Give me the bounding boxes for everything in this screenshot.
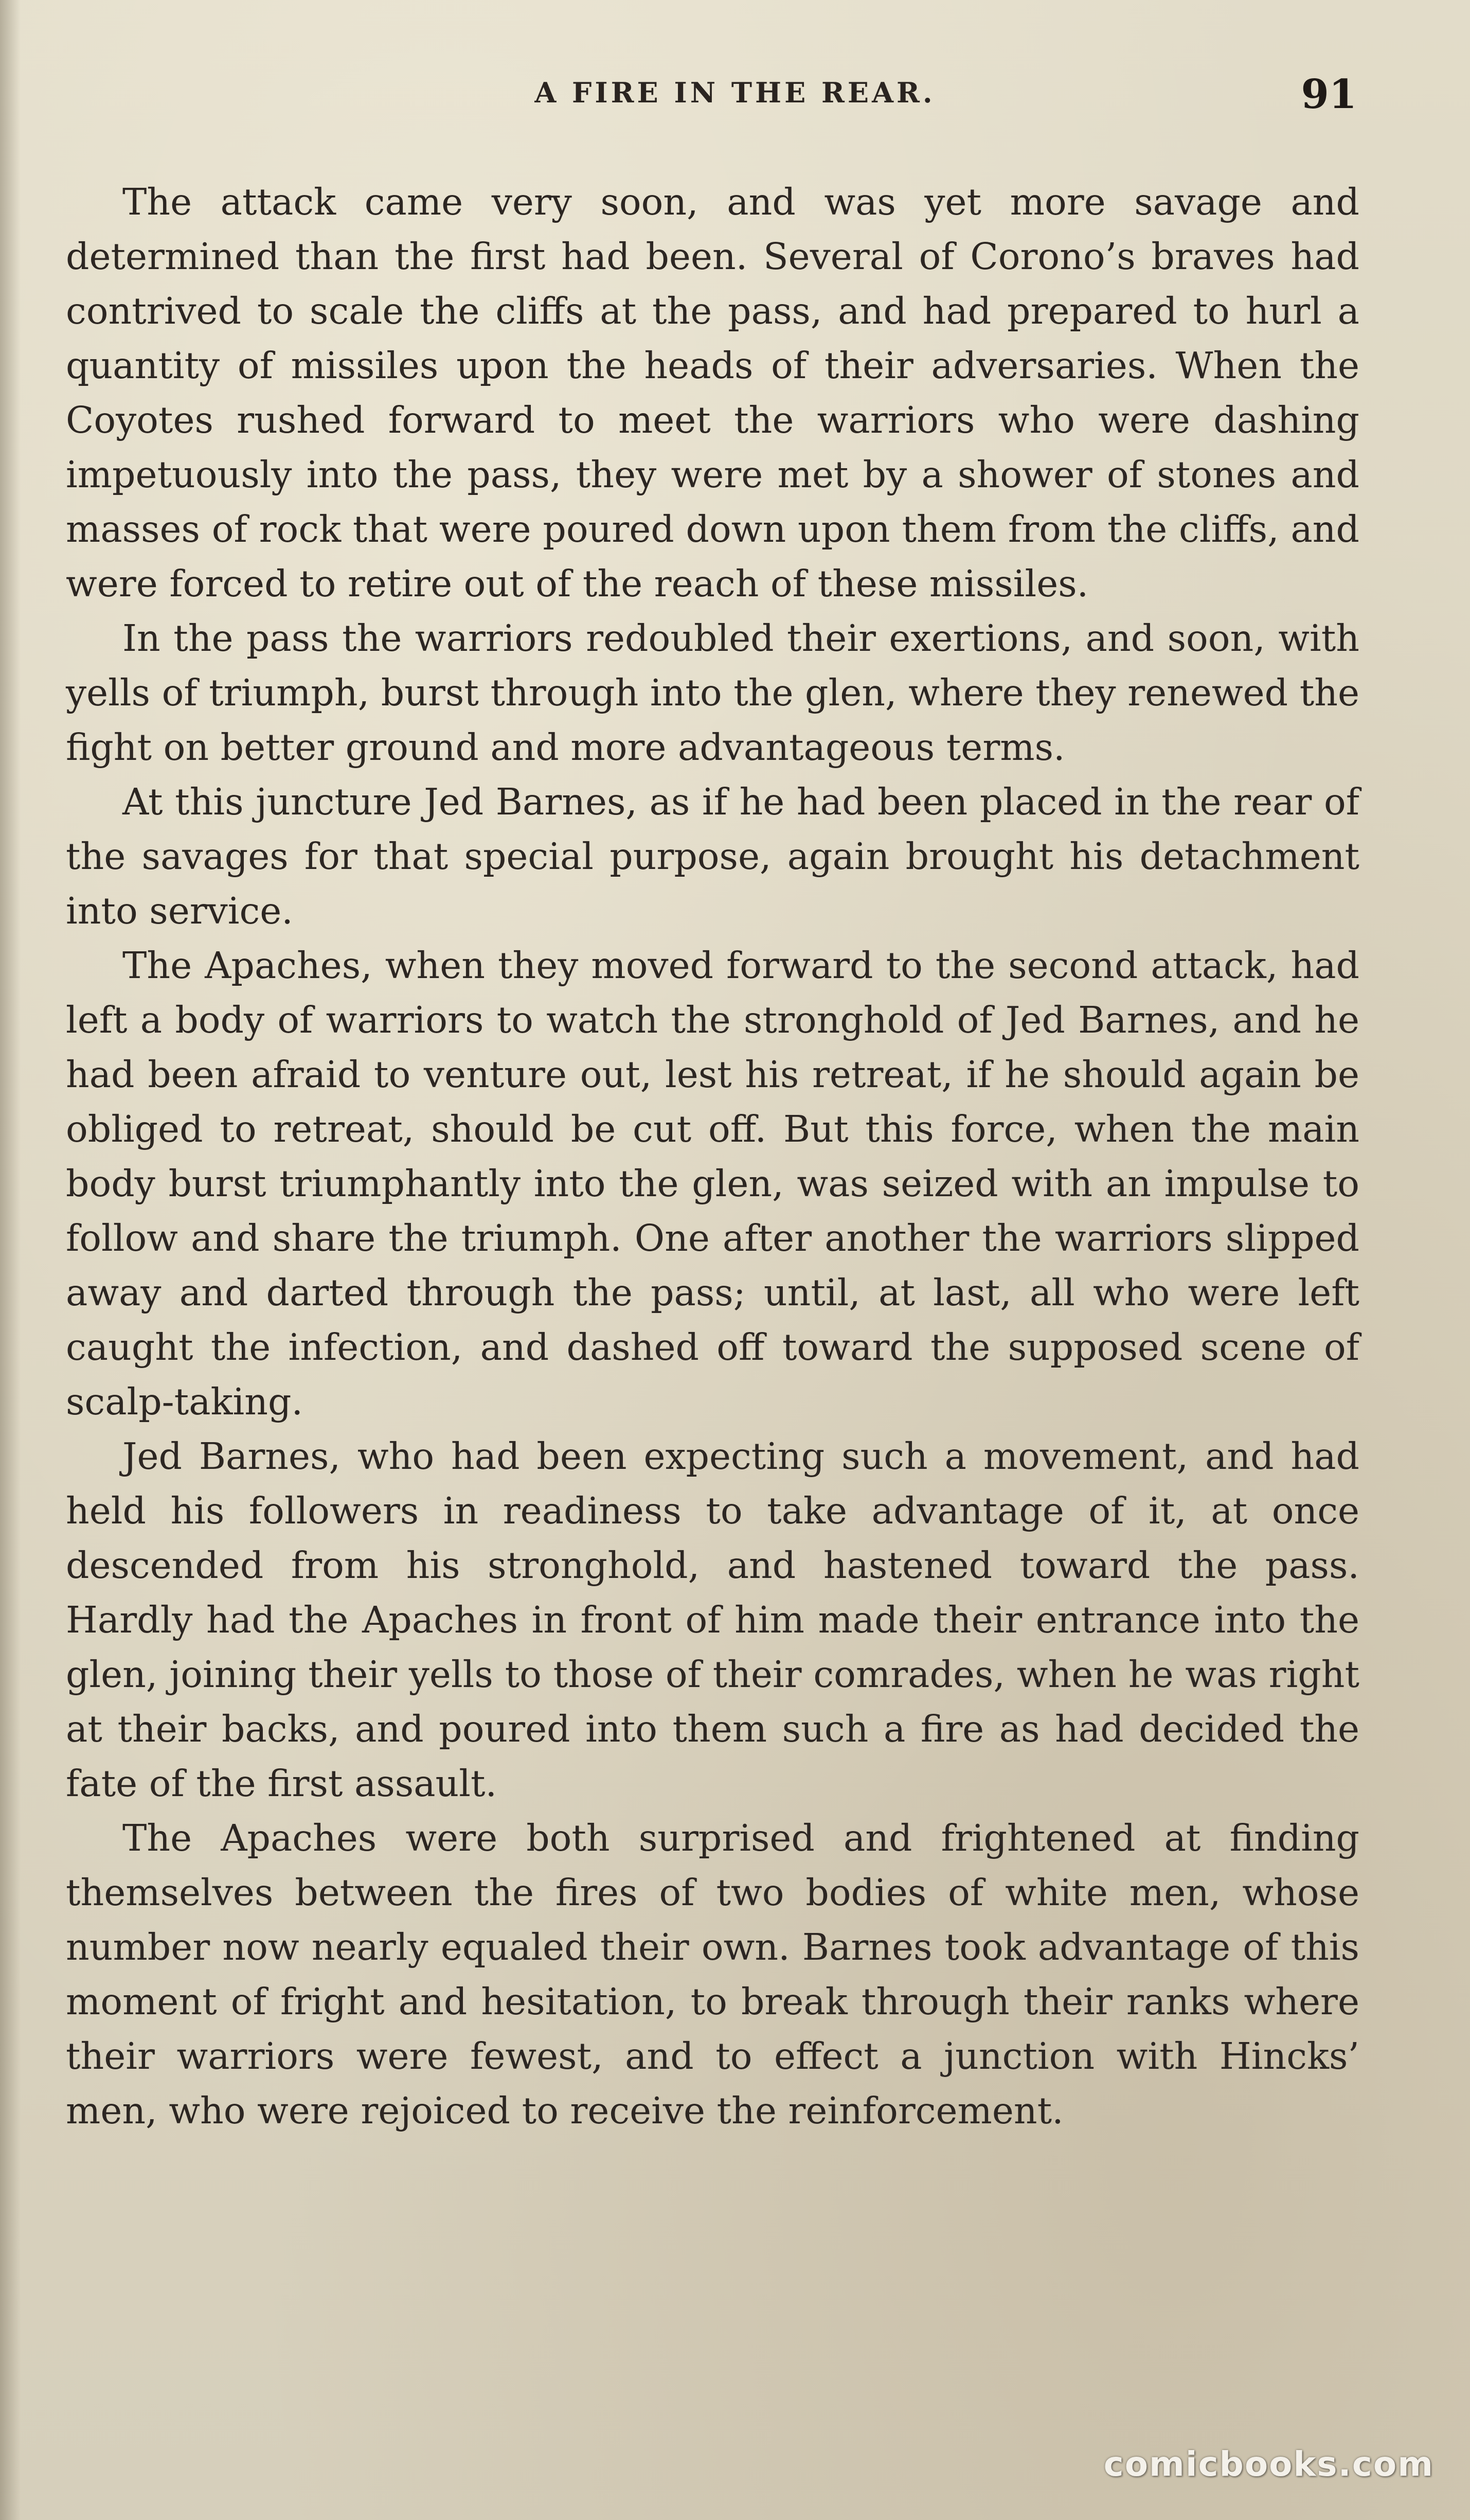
paragraph: The attack came very soon, and was yet more savage and determined than the first had been. Several of Corono’s braves had contrived to scale the cliffs at the pass, and had prepared to hurl a quantity of missiles upon the heads of their adversaries. When the Coyotes rushed forward to meet the warriors who were dashing impetuously into the pass, they were met by a shower of stones and masses of rock that were poured down upon them from the cliffs, and were forced to retire out of the reach of these missiles. (66, 181, 1359, 605)
paragraph: Jed Barnes, who had been expecting such a movement, and had held his followers in readiness to take advantage of it, at once descended from his stronghold, and hastened toward the pass. Hardly had the Apaches in front of him made their entrance into the glen, joining their yells to those of their comrades, when he was right at their backs, and poured into them such a fire as had decided the fate of the first assault. (66, 1435, 1359, 1805)
page-number: 91 (1301, 71, 1357, 118)
paragraph: In the pass the warriors redoubled their exertions, and soon, with yells of triumph, burst through into the glen, where they renewed the fight on better ground and more advantageous terms. (66, 617, 1359, 769)
page-edge-shadow (0, 0, 21, 2520)
paragraph: The Apaches, when they moved forward to the second attack, had left a body of warriors to watch the stronghold of Jed Barnes, and he had been afraid to venture out, lest his retreat, if he should again be obliged to retreat, should be cut off. But this force, when the main body burst triumphantly into the glen, was seized with an impulse to follow and share the triumph. One after another the warriors slipped away and darted through the pass; until, at last, all who were left caught the infection, and dashed off toward the supposed scene of scalp-taking. (66, 944, 1359, 1423)
running-title: A FIRE IN THE REAR. (534, 76, 936, 109)
body-text (66, 175, 1359, 2138)
site-watermark: comicbooks.com (1103, 2444, 1434, 2484)
paragraph: At this juncture Jed Barnes, as if he had been placed in the rear of the savages for that special purpose, again brought his detachment into service. (66, 780, 1359, 932)
running-head (0, 71, 1470, 122)
paragraph: The Apaches were both surprised and frightened at finding themselves between the fires of two bodies of white men, whose number now nearly equaled their own. Barnes took advantage of this moment of fright and hesitation, to break through their ranks where their warriors were fewest, and to effect a junction with Hincks’ men, who were rejoiced to receive the reinforcement. (66, 1817, 1359, 2132)
